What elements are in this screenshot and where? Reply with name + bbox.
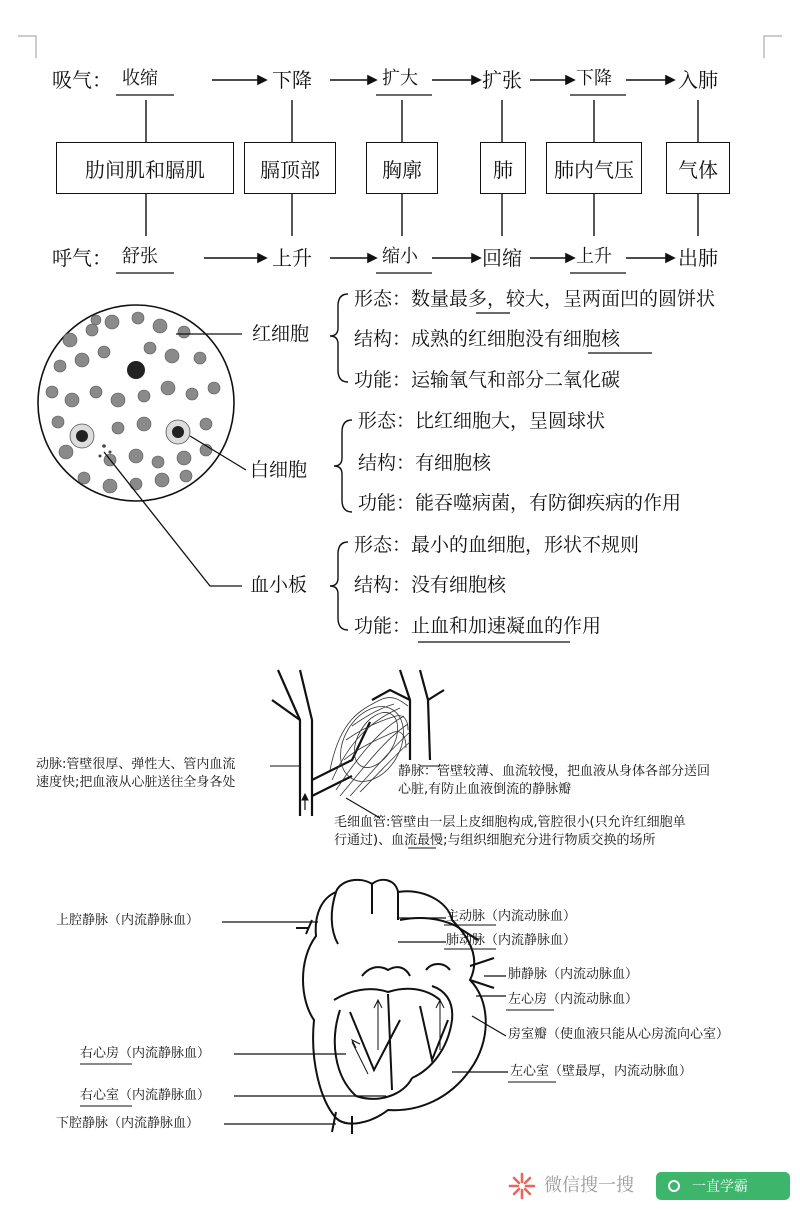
inhale-step-4: 扩张 xyxy=(482,68,522,92)
artery-desc-line2: 速度快;把血液从心脏送往全身各处 xyxy=(36,775,236,790)
aorta-label: 主动脉（内流动脉血） xyxy=(446,909,577,924)
left-atrium-label: 左心房（内流动脉血） xyxy=(508,992,639,1007)
exhale-step-6: 出肺 xyxy=(678,246,718,270)
platelet-function: 功能：止血和加速凝血的作用 xyxy=(354,615,602,637)
structure-muscles: 肋间肌和膈肌 xyxy=(56,142,234,194)
search-icon xyxy=(668,1180,680,1192)
white-cell-shape: 形态：比红细胞大，呈圆球状 xyxy=(358,410,606,432)
structure-thorax: 胸廓 xyxy=(366,142,438,194)
platelet-structure: 结构：没有细胞核 xyxy=(354,574,507,596)
watermark-search-text: 微信搜一搜 xyxy=(544,1175,634,1196)
platelet-name: 血小板 xyxy=(250,574,308,596)
structure-diaphragm-dome: 膈顶部 xyxy=(244,142,336,194)
capillary-desc-line1: 毛细血管:管壁由一层上皮细胞构成,管腔很小(只允许红细胞单 xyxy=(334,815,686,830)
right-ventricle-label: 右心室（内流静脉血） xyxy=(80,1088,211,1103)
pulmonary-vein-label: 肺静脉（内流动脉血） xyxy=(508,967,639,982)
structure-gas: 气体 xyxy=(666,142,730,194)
exhale-step-4: 回缩 xyxy=(482,246,522,270)
valve-label: 房室瓣（使血液只能从心房流向心室） xyxy=(508,1027,730,1042)
capillary-desc-line2: 行通过)、血流最慢;与组织细胞充分进行物质交换的场所 xyxy=(334,833,656,848)
watermark-badge-text: 一直学霸 xyxy=(692,1179,748,1195)
exhale-step-2: 上升 xyxy=(272,246,312,270)
right-atrium-label: 右心房（内流静脉血） xyxy=(80,1046,211,1061)
white-cell-function: 功能：能吞噬病菌，有防御疾病的作用 xyxy=(358,492,682,514)
left-ventricle-label: 左心室（壁最厚，内流动脉血） xyxy=(510,1064,693,1079)
inhale-step-1: 收缩 xyxy=(122,68,158,89)
vein-desc-line1: 静脉：管壁较薄、血流较慢，把血液从身体各部分送回 xyxy=(398,764,711,779)
exhale-step-3: 缩小 xyxy=(382,246,418,267)
vein-desc-line2: 心脏,有防止血液倒流的静脉瓣 xyxy=(398,782,572,797)
red-cell-name: 红细胞 xyxy=(252,323,310,345)
inhale-step-3: 扩大 xyxy=(382,68,418,89)
inhale-step-2: 下降 xyxy=(272,68,312,92)
watermark-badge[interactable] xyxy=(656,1172,790,1200)
superior-vena-cava-label: 上腔静脉（内流静脉血） xyxy=(56,913,200,928)
pulmonary-artery-label: 肺动脉（内流静脉血） xyxy=(446,933,577,948)
inhale-label: 吸气： xyxy=(52,68,112,92)
white-cell-structure: 结构：有细胞核 xyxy=(358,452,492,474)
red-cell-structure: 结构：成熟的红细胞没有细胞核 xyxy=(354,328,621,350)
platelet-shape: 形态：最小的血细胞，形状不规则 xyxy=(354,534,640,556)
inferior-vena-cava-label: 下腔静脉（内流静脉血） xyxy=(56,1116,200,1131)
watermark-logo-icon xyxy=(510,1174,534,1198)
exhale-step-1: 舒张 xyxy=(122,246,158,267)
red-cell-function: 功能：运输氧气和部分二氧化碳 xyxy=(354,369,621,391)
inhale-step-5: 下降 xyxy=(576,68,612,89)
structure-lung-pressure: 肺内气压 xyxy=(546,142,642,194)
inhale-step-6: 入肺 xyxy=(678,68,718,92)
white-cell-name: 白细胞 xyxy=(250,459,308,481)
exhale-label: 呼气： xyxy=(52,246,112,270)
exhale-step-5: 上升 xyxy=(576,246,612,267)
artery-desc-line1: 动脉:管壁很厚、弹性大、管内血流 xyxy=(36,757,236,772)
red-cell-shape: 形态：数量最多，较大，呈两面凹的圆饼状 xyxy=(354,288,716,310)
structure-lung: 肺 xyxy=(480,142,526,194)
